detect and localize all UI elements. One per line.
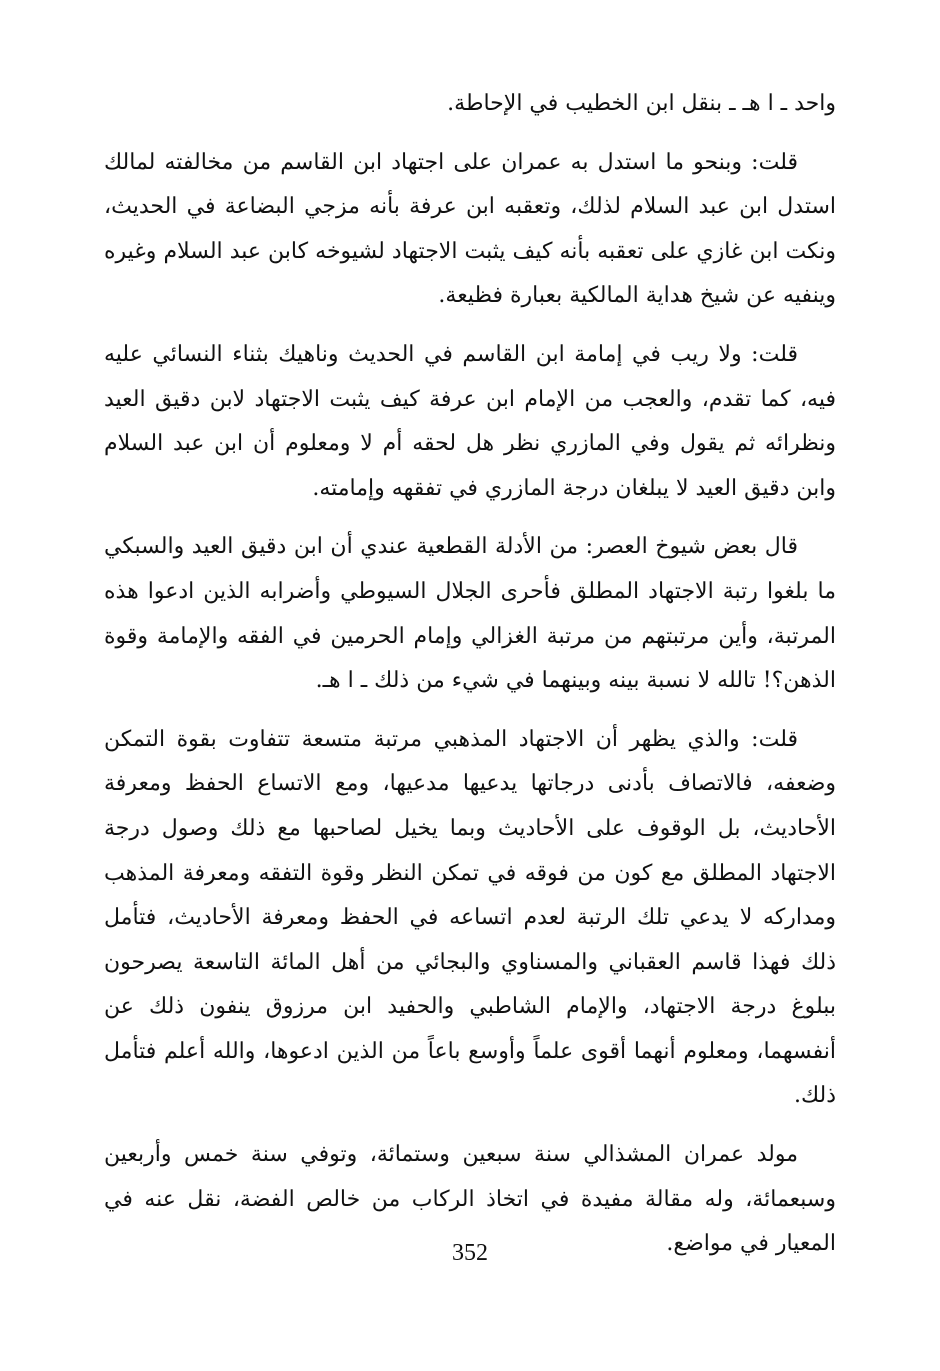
paragraph-ijtihad-madhhabi: قلت: والذي يظهر أن الاجتهاد المذهبي مرتبة متسعة تتفاوت بقوة التمكن وضعفه، فالاتصاف بأدنى درجاتها يدعيها مدعيها، ومع الاتساع الحفظ ومعرفة الأحاديث، بل الوقوف على الأحاديث وبما يخيل لصاحبها مع ذلك وصول درجة الاجتهاد المطلق مع كون من فوقه في تمكن النظر وقوة التفقه ومعرفة المذهب ومداركه لا يدعي تلك الرتبة لعدم اتساعه في الحفظ ومعرفة الأحاديث، فتأمل ذلك فهذا قاسم العقباني والمسناوي والبجائي من أهل المائة التاسعة يصرحون ببلوغ درجة الاجتهاد، والإمام الشاطبي والحفيد ابن مرزوق ينفون ذلك عن أنفسهما، ومعلوم أنهما أقوى علماً وأوسع باعاً من الذين ادعوها، والله أعلم فتأمل ذلك.	[104, 726, 836, 1109]
paragraph-ibn-abd-salam: قلت: وبنحو ما استدل به عمران على اجتهاد ابن القاسم من مخالفته لمالك استدل ابن عبد السلام لذلك، وتعقبه ابن عرفة بأنه مزجي البضاعة في الحديث، ونكت ابن غازي على تعقبه بأنه كيف يثبت الاجتهاد لشيوخه كابن عبد السلام وغيره وينفيه عن شيخ هداية المالكية بعبارة فظيعة.	[104, 149, 836, 309]
paragraph-mawlid-imran: مولد عمران المشذالي سنة سبعين وستمائة، وتوفي سنة خمس وأربعين وسبعمائة، وله مقالة مفيدة في اتخاذ الركاب من خالص الفضة، نقل عنه في المعيار في مواضع.	[104, 1142, 836, 1257]
page-body	[104, 82, 836, 1281]
page-number: 352	[452, 1240, 488, 1266]
paragraph-continuation: واحد ـ ا هـ ـ بنقل ابن الخطيب في الإحاطة.	[447, 91, 836, 116]
paragraph-ibn-qasim-imamate: قلت: ولا ريب في إمامة ابن القاسم في الحديث وناهيك بثناء النسائي عليه فيه، كما تقدم، والعجب من الإمام ابن عرفة كيف يثبت الاجتهاد لابن دقيق العيد ونظرائه ثم يقول وفي المازري نظر هل لحقه أم لا ومعلوم أن ابن عبد السلام وابن دقيق العيد لا يبلغان درجة المازري في تفقهه وإمامته.	[104, 341, 837, 501]
paragraph-shuyukh-al-asr: قال بعض شيوخ العصر: من الأدلة القطعية عندي أن ابن دقيق العيد والسبكي ما بلغوا رتبة الاجتهاد المطلق فأحرى الجلال السيوطي وأضرابه الذين ادعوا هذه المرتبة، وأين مرتبتهم من مرتبة الغزالي وإمام الحرمين في الفقه والإمامة وقوة الذهن؟! تالله لا نسبة بينه وبينهما في شيء من ذلك ـ ا هـ.	[104, 534, 836, 694]
